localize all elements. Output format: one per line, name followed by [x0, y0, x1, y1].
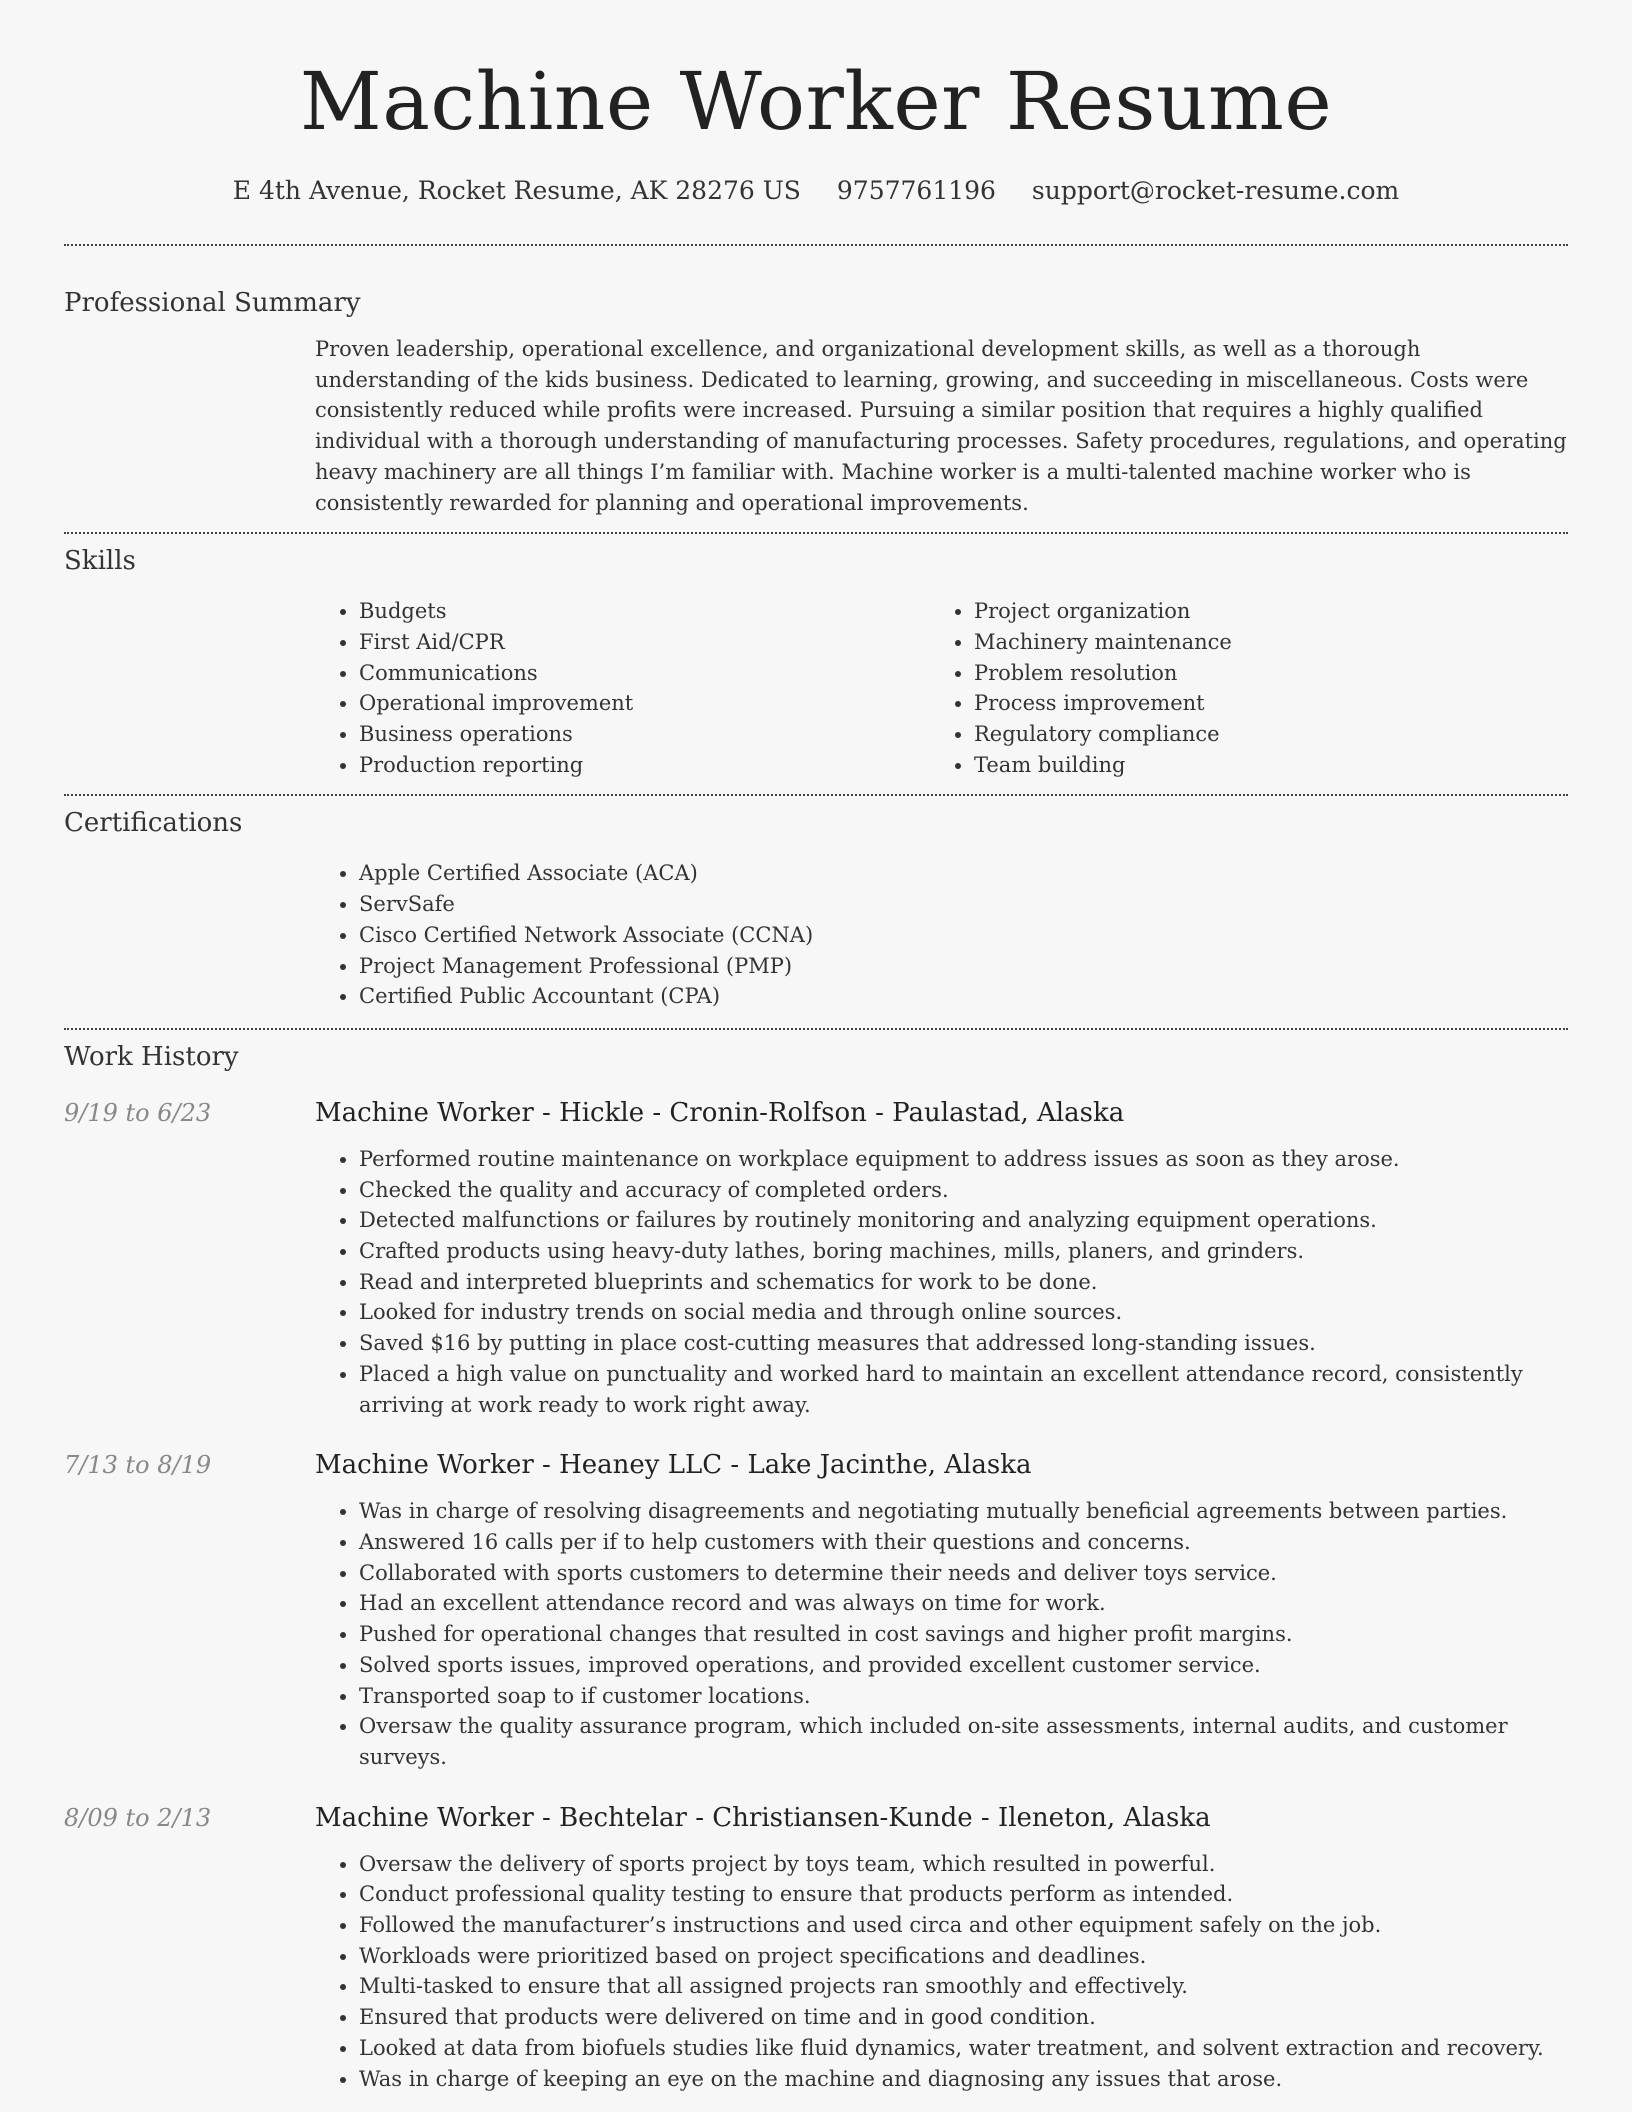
- skill-item: • Machinery maintenance: [974, 627, 1545, 658]
- skill-item: • Project organization: [974, 596, 1545, 627]
- job-bullet: • Placed a high value on punctuality and worked hard to maintain an excellent attendance record, consistently arriving at work ready to work right away.: [359, 1359, 1568, 1420]
- job-bullet: • Looked for industry trends on social media and through online sources.: [359, 1297, 1568, 1328]
- job-bullets: [315, 1144, 1568, 1420]
- skill-item: • Business operations: [359, 719, 930, 750]
- contact-address: E 4th Avenue, Rocket Resume, AK 28276 US: [232, 176, 801, 205]
- job-dates: 9/19 to 6/23: [64, 1098, 212, 1127]
- job-bullet: • Multi-tasked to ensure that all assigned projects ran smoothly and effectively.: [359, 1971, 1568, 2002]
- job-bullet: • Oversaw the delivery of sports project by toys team, which resulted in powerful.: [359, 1849, 1568, 1880]
- summary-text: Proven leadership, operational excellence, and organizational development skills, as well as a thorough understanding of the kids business. Dedicated to learning, growing, and succeeding in miscellaneous. Costs were consistently reduced while profits were increased. Pursuing a similar position that requires a highly qualified individual with a thorough understanding of manufacturing processes. Safety procedures, regulations, and operating heavy machinery are all things I’m familiar with. Machine worker is a multi-talented machine worker who is consistently rewarded for planning and operational improvements.: [315, 337, 1567, 515]
- skill-item: • First Aid/CPR: [359, 627, 930, 658]
- job-bullet: • Crafted products using heavy-duty lathes, boring machines, mills, planers, and grinders.: [359, 1236, 1568, 1267]
- skills-divider: [64, 794, 1568, 796]
- job-bullet: • Saved $16 by putting in place cost-cutting measures that addressed long-standing issues.: [359, 1328, 1568, 1359]
- skill-item: • Budgets: [359, 596, 930, 627]
- work-section: [64, 1040, 1568, 2094]
- work-heading: Work History: [64, 1041, 239, 1072]
- skill-item: • Communications: [359, 658, 930, 689]
- job-bullet: • Pushed for operational changes that resulted in cost savings and higher profit margins.: [359, 1619, 1568, 1650]
- job-bullet: • Collaborated with sports customers to determine their needs and deliver toys service.: [359, 1558, 1568, 1589]
- skill-item: • Process improvement: [974, 688, 1545, 719]
- certifications-heading: Certifications: [64, 808, 243, 839]
- job-bullet: • Looked at data from biofuels studies like fluid dynamics, water treatment, and solvent extraction and recovery.: [359, 2033, 1568, 2064]
- job-bullet: • Answered 16 calls per if to help customers with their questions and concerns.: [359, 1527, 1568, 1558]
- job-bullets: [315, 1496, 1568, 1772]
- job-bullet: • Conduct professional quality testing to ensure that products perform as intended.: [359, 1879, 1568, 1910]
- job-entry: [64, 1448, 1568, 1772]
- skills-heading: Skills: [64, 546, 136, 577]
- job-main: [315, 1448, 1568, 1772]
- contact-line: [64, 174, 1568, 208]
- job-bullet: • Was in charge of keeping an eye on the machine and diagnosing any issues that arose.: [359, 2064, 1568, 2095]
- skills-grid: [315, 596, 1568, 780]
- job-bullet: • Ensured that products were delivered on time and in good condition.: [359, 2002, 1568, 2033]
- job-entry: [64, 1096, 1568, 1420]
- job-bullet: • Performed routine maintenance on workplace equipment to address issues as soon as they arose.: [359, 1144, 1568, 1175]
- skill-item: • Production reporting: [359, 750, 930, 781]
- skills-list-left: [315, 596, 930, 780]
- job-main: [315, 1096, 1568, 1420]
- certifications-section: [64, 806, 1568, 1012]
- job-entry: [64, 1801, 1568, 2095]
- contact-phone: 9757761196: [836, 176, 996, 205]
- skill-item: • Regulatory compliance: [974, 719, 1545, 750]
- job-bullet: • Followed the manufacturer’s instructions and used circa and other equipment safely on the job.: [359, 1910, 1568, 1941]
- job-bullet: • Detected malfunctions or failures by routinely monitoring and analyzing equipment operations.: [359, 1205, 1568, 1236]
- job-bullet: • Transported soap to if customer locations.: [359, 1681, 1568, 1712]
- job-bullet: • Checked the quality and accuracy of completed orders.: [359, 1175, 1568, 1206]
- header-divider: [64, 244, 1568, 246]
- certification-item: • ServSafe: [359, 889, 1568, 920]
- job-title: Machine Worker - Bechtelar - Christiansen-Kunde - Ileneton, Alaska: [315, 1802, 1211, 1833]
- job-bullet: • Solved sports issues, improved operations, and provided excellent customer service.: [359, 1650, 1568, 1681]
- skills-list-right: [930, 596, 1545, 780]
- certification-item: • Apple Certified Associate (ACA): [359, 858, 1568, 889]
- job-bullet: • Read and interpreted blueprints and schematics for work to be done.: [359, 1267, 1568, 1298]
- certification-item: • Certified Public Accountant (CPA): [359, 981, 1568, 1012]
- job-dates: 8/09 to 2/13: [64, 1803, 212, 1832]
- job-bullet: • Was in charge of resolving disagreements and negotiating mutually beneficial agreements between parties.: [359, 1496, 1568, 1527]
- job-main: [315, 1801, 1568, 2095]
- skills-section: [64, 544, 1568, 780]
- certification-item: • Cisco Certified Network Associate (CCNA): [359, 920, 1568, 951]
- skill-item: • Operational improvement: [359, 688, 930, 719]
- job-dates: 7/13 to 8/19: [64, 1451, 212, 1480]
- certifications-list: [315, 858, 1568, 1012]
- summary-divider: [64, 532, 1568, 534]
- skill-item: • Problem resolution: [974, 658, 1545, 689]
- summary-section: [64, 286, 1568, 518]
- job-bullet: • Oversaw the quality assurance program, which included on-site assessments, internal audits, and customer surveys.: [359, 1711, 1568, 1772]
- summary-body: [315, 334, 1568, 518]
- resume-title: Machine Worker Resume: [299, 55, 1333, 148]
- job-title: Machine Worker - Hickle - Cronin-Rolfson - Paulastad, Alaska: [315, 1097, 1125, 1128]
- skill-item: • Team building: [974, 750, 1545, 781]
- certifications-divider: [64, 1028, 1568, 1030]
- certification-item: • Project Management Professional (PMP): [359, 951, 1568, 982]
- certifications-body: [315, 858, 1568, 1012]
- job-bullet: • Workloads were prioritized based on project specifications and deadlines.: [359, 1941, 1568, 1972]
- summary-heading: Professional Summary: [64, 288, 361, 318]
- job-bullet: • Had an excellent attendance record and was always on time for work.: [359, 1588, 1568, 1619]
- contact-email: support@rocket-resume.com: [1031, 176, 1400, 205]
- job-title: Machine Worker - Heaney LLC - Lake Jacinthe, Alaska: [315, 1450, 1032, 1481]
- job-bullets: [315, 1849, 1568, 2095]
